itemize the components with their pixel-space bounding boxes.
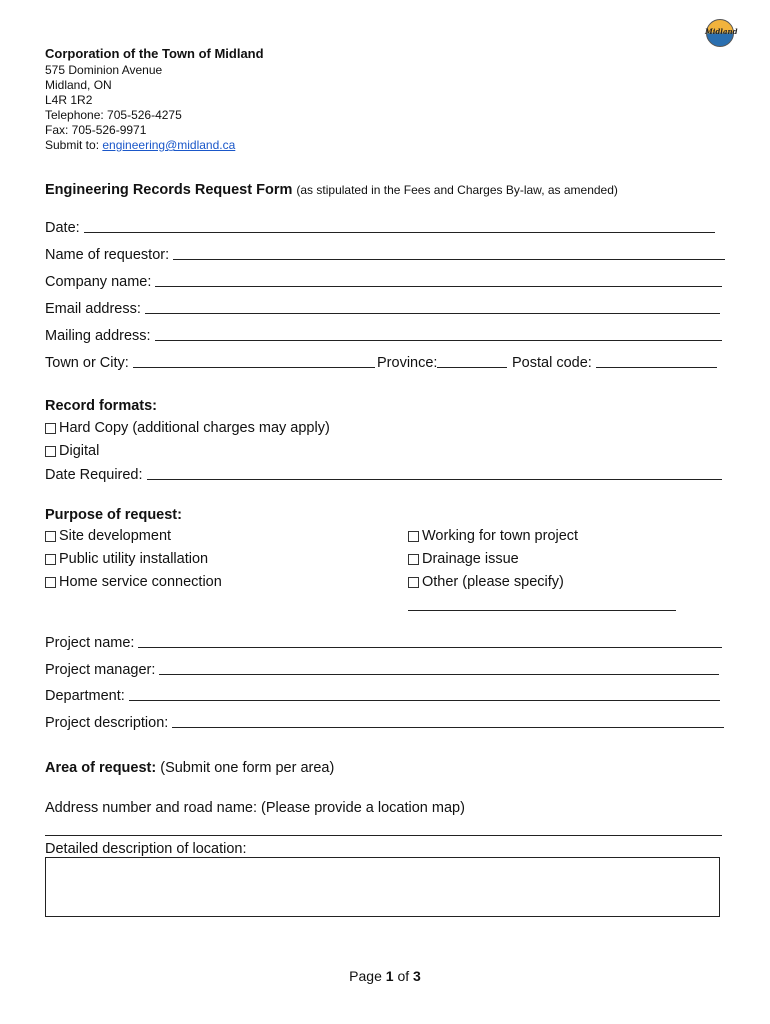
date-label: Date:	[45, 220, 80, 236]
submit-to	[45, 138, 235, 153]
requestor-input-line[interactable]	[173, 245, 725, 260]
address-input-line[interactable]	[45, 826, 722, 836]
purpose-option-town-project[interactable]	[408, 528, 578, 544]
date-required-input-line[interactable]	[147, 465, 722, 480]
postal-input-line[interactable]	[596, 353, 717, 368]
form-title: Engineering Records Request Form	[45, 182, 293, 198]
town-project-checkbox[interactable]	[408, 531, 419, 542]
town-logo	[705, 19, 738, 47]
org-name: Corporation of the Town of Midland	[45, 46, 264, 61]
purpose-option-other[interactable]	[408, 574, 564, 590]
other-specify-line[interactable]	[408, 602, 676, 611]
site-development-label: Site development	[59, 528, 172, 544]
date-required-field[interactable]	[45, 463, 722, 483]
other-checkbox[interactable]	[408, 577, 419, 588]
date-input-line[interactable]	[84, 218, 715, 233]
page-total: 3	[413, 968, 421, 984]
detail-label: Detailed description of location:	[45, 841, 247, 857]
home-service-checkbox[interactable]	[45, 577, 56, 588]
public-utility-checkbox[interactable]	[45, 554, 56, 565]
project-description-label: Project description:	[45, 715, 169, 731]
town-input-line[interactable]	[133, 353, 375, 368]
purpose-option-public-utility[interactable]	[45, 551, 208, 567]
page-number	[0, 968, 770, 984]
digital-label: Digital	[59, 443, 100, 459]
postal-field[interactable]	[512, 351, 717, 371]
submit-email-link[interactable]: engineering@midland.ca	[102, 138, 236, 152]
page-current: 1	[385, 968, 394, 984]
company-label: Company name:	[45, 274, 152, 290]
project-name-input-line[interactable]	[138, 633, 722, 648]
email-label: Email address:	[45, 301, 141, 317]
public-utility-label: Public utility installation	[59, 551, 209, 567]
province-input-line[interactable]	[437, 353, 507, 368]
org-address-line1: 575 Dominion Avenue	[45, 63, 163, 77]
project-manager-label: Project manager:	[45, 662, 156, 678]
form-title-note: (as stipulated in the Fees and Charges By-law, as amended)	[296, 183, 618, 197]
project-name-field[interactable]	[45, 631, 722, 651]
project-description-field[interactable]	[45, 711, 724, 731]
home-service-label: Home service connection	[59, 574, 222, 590]
org-address-line2: Midland, ON	[45, 78, 112, 92]
record-formats-heading: Record formats:	[45, 398, 157, 414]
hard-copy-option[interactable]	[45, 420, 330, 436]
org-telephone: Telephone: 705-526-4275	[45, 108, 182, 122]
town-field[interactable]	[45, 351, 375, 371]
department-field[interactable]	[45, 684, 720, 704]
town-label: Town or City:	[45, 355, 129, 371]
project-manager-field[interactable]	[45, 658, 719, 678]
requestor-field[interactable]	[45, 243, 725, 263]
logo-text: Midland	[705, 27, 738, 36]
hard-copy-label: Hard Copy (additional charges may apply)	[59, 420, 330, 436]
date-required-label: Date Required:	[45, 467, 143, 483]
company-input-line[interactable]	[155, 272, 722, 287]
purpose-heading: Purpose of request:	[45, 507, 182, 523]
form-title-row	[45, 182, 618, 198]
email-field[interactable]	[45, 297, 720, 317]
company-field[interactable]	[45, 270, 722, 290]
requestor-label: Name of requestor:	[45, 247, 170, 263]
digital-option[interactable]	[45, 443, 99, 459]
site-development-checkbox[interactable]	[45, 531, 56, 542]
mailing-label: Mailing address:	[45, 328, 151, 344]
project-name-label: Project name:	[45, 635, 135, 651]
purpose-option-drainage[interactable]	[408, 551, 519, 567]
area-heading: Area of request:	[45, 760, 157, 776]
digital-checkbox[interactable]	[45, 446, 56, 457]
area-heading-row	[45, 760, 334, 776]
province-label: Province:	[377, 355, 438, 371]
postal-label: Postal code:	[512, 355, 592, 371]
email-input-line[interactable]	[145, 299, 720, 314]
org-postal-code: L4R 1R2	[45, 93, 93, 107]
area-heading-note: (Submit one form per area)	[160, 760, 335, 776]
province-field[interactable]	[377, 351, 507, 371]
location-description-box[interactable]	[45, 857, 720, 917]
project-manager-input-line[interactable]	[159, 660, 719, 675]
submit-prefix: Submit to:	[45, 138, 103, 152]
department-label: Department:	[45, 688, 125, 704]
org-fax: Fax: 705-526-9971	[45, 123, 147, 137]
project-description-input-line[interactable]	[172, 713, 724, 728]
department-input-line[interactable]	[129, 686, 720, 701]
drainage-checkbox[interactable]	[408, 554, 419, 565]
page-prefix: Page	[349, 968, 386, 984]
drainage-label: Drainage issue	[422, 551, 519, 567]
date-field[interactable]	[45, 216, 715, 236]
page-of: of	[393, 968, 414, 984]
other-label: Other (please specify)	[422, 574, 564, 590]
mailing-input-line[interactable]	[155, 326, 722, 341]
hard-copy-checkbox[interactable]	[45, 423, 56, 434]
town-project-label: Working for town project	[422, 528, 579, 544]
purpose-option-home-service[interactable]	[45, 574, 222, 590]
address-label: Address number and road name: (Please provide a location map)	[45, 800, 465, 816]
mailing-field[interactable]	[45, 324, 722, 344]
purpose-option-site-development[interactable]	[45, 528, 171, 544]
